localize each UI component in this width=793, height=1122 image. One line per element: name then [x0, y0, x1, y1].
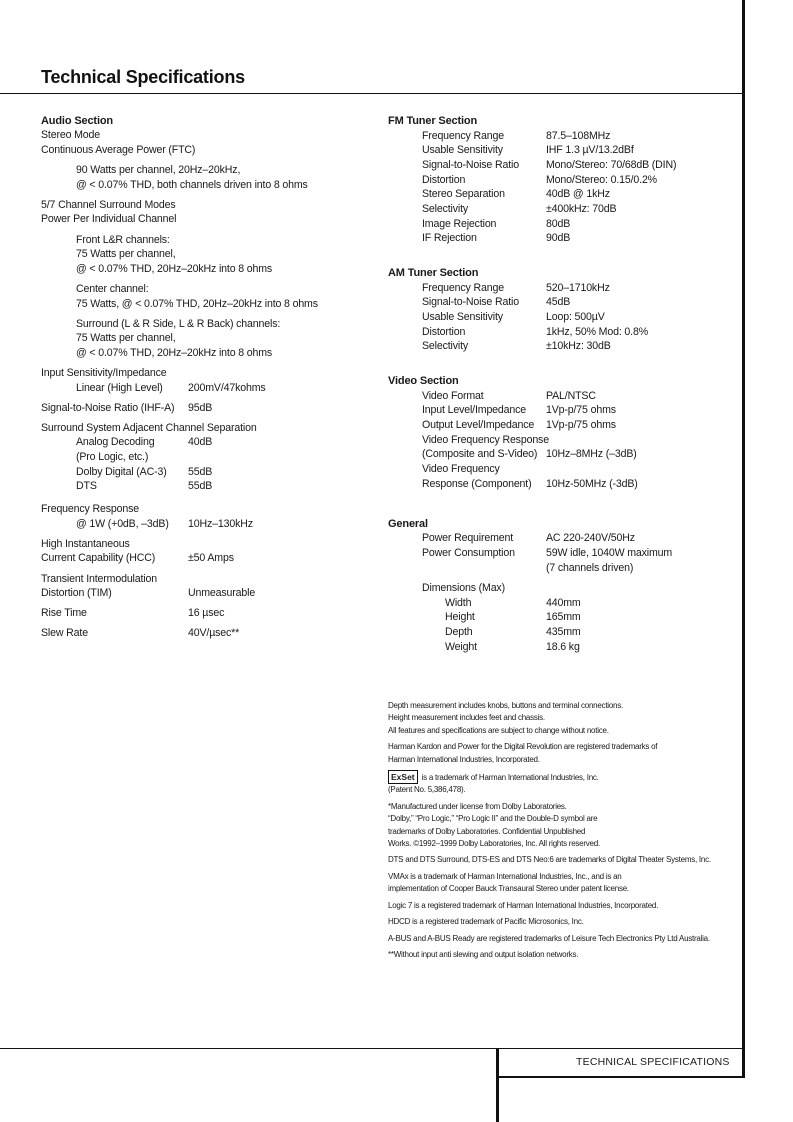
- video-output-value: 1Vp-p/75 ohms: [546, 419, 616, 431]
- power-requirement-label: Power Requirement: [422, 532, 514, 544]
- tim-label-line-2: Distortion (TIM): [41, 587, 112, 599]
- note-line: *Manufactured under license from Dolby Laboratories.: [388, 801, 567, 811]
- video-output-label: Output Level/Impedance: [422, 419, 535, 431]
- height-label: Height: [445, 611, 475, 623]
- linear-level-value: 200mV/47kohms: [188, 382, 266, 394]
- spec-label: Image Rejection: [422, 218, 497, 230]
- surround-channels-line-1: Surround (L & R Side, L & R Back) channels:: [76, 318, 281, 330]
- slew-rate-value: 40V/µsec**: [188, 627, 240, 639]
- footnotes: [388, 700, 728, 965]
- video-freq-label-line-2: (Composite and S-Video): [422, 448, 538, 460]
- video-input-label: Input Level/Impedance: [422, 404, 527, 416]
- surround-channels-line-3: @ < 0.07% THD, 20Hz–20kHz into 8 ohms: [76, 347, 273, 359]
- stereo-power-line-1: 90 Watts per channel, 20Hz–20kHz,: [76, 164, 241, 176]
- width-value: 440mm: [546, 597, 581, 609]
- spec-value: Loop: 500µV: [546, 311, 605, 323]
- dimensions-label: Dimensions (Max): [422, 582, 505, 594]
- note-line: Depth measurement includes knobs, buttons and terminal connections.: [388, 701, 623, 710]
- pro-logic-label: (Pro Logic, etc.): [76, 451, 149, 463]
- spec-label: Distortion: [422, 174, 466, 186]
- note-line: (Patent No. 5,386,478).: [388, 785, 466, 795]
- note-line: Harman International Industries, Incorporated.: [388, 754, 540, 764]
- am-section-heading: AM Tuner Section: [388, 267, 479, 279]
- slew-rate-label: Slew Rate: [41, 627, 88, 639]
- frequency-response-sub-label: @ 1W (+0dB, –3dB): [76, 518, 169, 530]
- component-freq-label-line-2: Response (Component): [422, 478, 532, 490]
- spec-label: Selectivity: [422, 203, 469, 215]
- note-line: implementation of Cooper Bauck Transaural Stereo under patent license.: [388, 884, 629, 894]
- frequency-response-value: 10Hz–130kHz: [188, 518, 253, 530]
- spec-label: Signal-to-Noise Ratio: [422, 159, 519, 171]
- spec-value: 87.5–108MHz: [546, 130, 611, 142]
- frequency-response-label: Frequency Response: [41, 503, 139, 515]
- measurement-note: [388, 700, 728, 737]
- fm-section-heading: FM Tuner Section: [388, 115, 478, 127]
- spec-value: ±10kHz: 30dB: [546, 340, 611, 352]
- spec-label: Signal-to-Noise Ratio: [422, 296, 519, 308]
- dolby-trademark-note: [388, 801, 728, 851]
- general-section-heading: General: [388, 518, 428, 530]
- center-channel-line-2: 75 Watts, @ < 0.07% THD, 20Hz–20kHz into 8 ohms: [76, 298, 318, 310]
- spec-label: Usable Sensitivity: [422, 144, 503, 156]
- video-format-label: Video Format: [422, 390, 484, 402]
- rise-time-value: 16 µsec: [188, 607, 225, 619]
- surround-channels-line-2: 75 Watts per channel,: [76, 332, 176, 344]
- depth-value: 435mm: [546, 626, 581, 638]
- spec-value: 40dB @ 1kHz: [546, 188, 610, 200]
- hcc-label-line-1: High Instantaneous: [41, 538, 130, 550]
- footer-bottom-rule: [496, 1076, 745, 1078]
- slew-rate-footnote: [388, 949, 728, 961]
- input-sensitivity-label: Input Sensitivity/Impedance: [41, 367, 167, 379]
- right-border-line: [742, 0, 745, 1077]
- logic7-trademark-note: [388, 900, 728, 912]
- width-label: Width: [445, 597, 472, 609]
- height-value: 165mm: [546, 611, 581, 623]
- dts-value: 55dB: [188, 480, 213, 492]
- component-freq-label-line-1: Video Frequency: [422, 463, 500, 475]
- note-line: A-BUS and A-BUS Ready are registered trademarks of Leisure Tech Electronics Pty Ltd Australia.: [388, 933, 710, 943]
- footer-rule: [0, 1048, 745, 1049]
- note-line: **Without input anti slewing and output isolation networks.: [388, 949, 579, 959]
- note-line: All features and specifications are subject to change without notice.: [388, 725, 609, 735]
- depth-label: Depth: [445, 626, 473, 638]
- footer-divider-line: [496, 1048, 499, 1122]
- analog-decoding-label: Analog Decoding: [76, 436, 155, 448]
- spec-value: 45dB: [546, 296, 571, 308]
- snr-value: 95dB: [188, 402, 213, 414]
- exset-trademark-note: [388, 770, 728, 797]
- surround-modes-label: 5/7 Channel Surround Modes: [41, 199, 176, 211]
- spec-value: 80dB: [546, 218, 571, 230]
- tim-label-line-1: Transient Intermodulation: [41, 573, 157, 585]
- note-line: Height measurement includes feet and chassis.: [388, 713, 545, 723]
- power-consumption-value: 59W idle, 1040W maximum: [546, 547, 673, 559]
- spec-label: Frequency Range: [422, 130, 504, 142]
- spec-value: ±400kHz: 70dB: [546, 203, 617, 215]
- spec-value: IHF 1.3 µV/13.2dBf: [546, 144, 634, 156]
- dts-trademark-note: [388, 854, 728, 866]
- dolby-digital-value: 55dB: [188, 466, 213, 478]
- hcc-value: ±50 Amps: [188, 552, 234, 564]
- weight-value: 18.6 kg: [546, 641, 580, 653]
- spec-value: 1kHz, 50% Mod: 0.8%: [546, 326, 648, 338]
- spec-label: Usable Sensitivity: [422, 311, 503, 323]
- note-line: is a trademark of Harman International Industries, Inc.: [421, 773, 599, 783]
- abus-trademark-note: [388, 933, 728, 945]
- video-input-value: 1Vp-p/75 ohms: [546, 404, 616, 416]
- video-section-heading: Video Section: [388, 375, 459, 387]
- stereo-mode-label: Stereo Mode: [41, 129, 101, 141]
- vmax-trademark-note: [388, 871, 728, 896]
- footer-section-label: TECHNICAL SPECIFICATIONS: [576, 1056, 730, 1068]
- note-line: DTS and DTS Surround, DTS-ES and DTS Neo:6 are trademarks of Digital Theater Systems, Inc.: [388, 855, 711, 865]
- video-freq-value: 10Hz–8MHz (–3dB): [546, 448, 637, 460]
- front-channels-line-2: 75 Watts per channel,: [76, 248, 176, 260]
- linear-level-label: Linear (High Level): [76, 382, 163, 394]
- note-line: Logic 7 is a registered trademark of Harman International Industries, Incorporated.: [388, 900, 659, 910]
- video-format-value: PAL/NTSC: [546, 390, 596, 402]
- power-consumption-value-2: (7 channels driven): [546, 562, 634, 574]
- power-consumption-label: Power Consumption: [422, 547, 515, 559]
- tim-value: Unmeasurable: [188, 587, 256, 599]
- page-title: Technical Specifications: [41, 67, 245, 87]
- header-rule: [0, 93, 742, 94]
- snr-label: Signal-to-Noise Ratio (IHF-A): [41, 402, 175, 414]
- spec-label: Frequency Range: [422, 282, 504, 294]
- front-channels-line-3: @ < 0.07% THD, 20Hz–20kHz into 8 ohms: [76, 263, 273, 275]
- spec-label: IF Rejection: [422, 232, 477, 244]
- note-line: “Dolby,” “Pro Logic,” “Pro Logic II” and the Double-D symbol are: [388, 814, 598, 824]
- front-channels-line-1: Front L&R channels:: [76, 234, 170, 246]
- note-line: Works. ©1992–1999 Dolby Laboratories, Inc. All rights reserved.: [388, 839, 600, 849]
- analog-decoding-value: 40dB: [188, 436, 213, 448]
- spec-value: 90dB: [546, 232, 571, 244]
- channel-separation-label: Surround System Adjacent Channel Separation: [41, 422, 257, 434]
- center-channel-line-1: Center channel:: [76, 283, 149, 295]
- note-line: trademarks of Dolby Laboratories. Confidential Unpublished: [388, 826, 586, 836]
- audio-section-heading: Audio Section: [41, 115, 113, 127]
- weight-label: Weight: [445, 641, 477, 653]
- dts-label: DTS: [76, 480, 97, 492]
- spec-label: Distortion: [422, 326, 466, 338]
- spec-value: Mono/Stereo: 70/68dB (DIN): [546, 159, 677, 171]
- note-line: HDCD is a registered trademark of Pacific Microsonics, Inc.: [388, 917, 584, 927]
- component-freq-value: 10Hz-50MHz (-3dB): [546, 478, 638, 490]
- spec-value: 520–1710kHz: [546, 282, 610, 294]
- spec-label: Selectivity: [422, 340, 469, 352]
- spec-value: Mono/Stereo: 0.15/0.2%: [546, 174, 657, 186]
- continuous-power-label: Continuous Average Power (FTC): [41, 144, 196, 156]
- hcc-label-line-2: Current Capability (HCC): [41, 552, 156, 564]
- harman-trademark-note: [388, 741, 728, 766]
- spec-label: Stereo Separation: [422, 188, 505, 200]
- video-freq-label-line-1: Video Frequency Response: [422, 434, 549, 446]
- hdcd-trademark-note: [388, 916, 728, 928]
- power-requirement-value: AC 220-240V/50Hz: [546, 532, 635, 544]
- note-line: VMAx is a trademark of Harman International Industries, Inc., and is an: [388, 871, 622, 881]
- note-line: Harman Kardon and Power for the Digital Revolution are registered trademarks of: [388, 742, 658, 752]
- exset-logo: ExSet: [388, 770, 418, 784]
- rise-time-label: Rise Time: [41, 607, 87, 619]
- dolby-digital-label: Dolby Digital (AC-3): [76, 466, 167, 478]
- stereo-power-line-2: @ < 0.07% THD, both channels driven into 8 ohms: [76, 179, 308, 191]
- power-per-channel-label: Power Per Individual Channel: [41, 213, 177, 225]
